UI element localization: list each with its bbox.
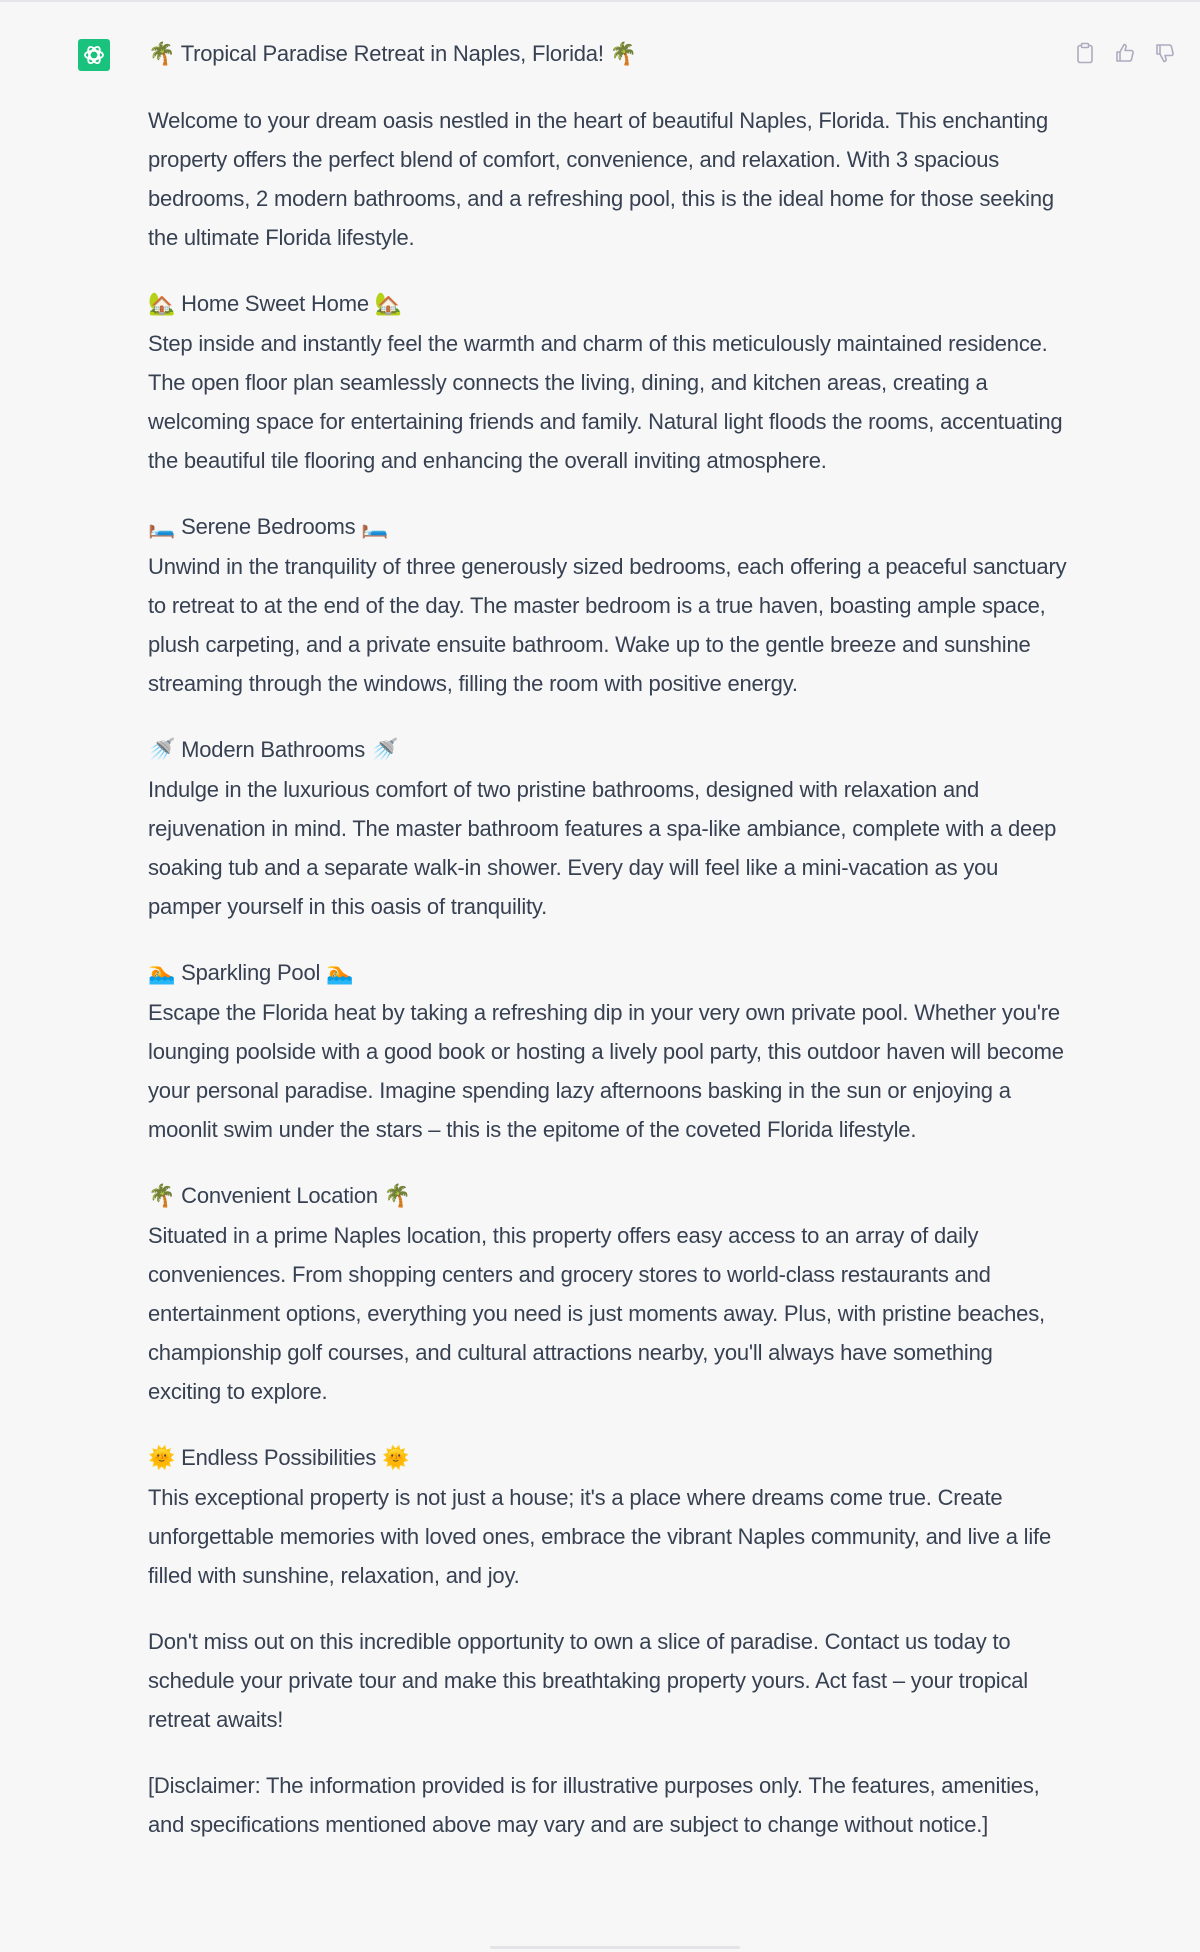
section-serene-bedrooms bbox=[148, 507, 1068, 703]
assistant-avatar bbox=[73, 34, 115, 76]
swimmer-icon: 🏊 bbox=[148, 961, 176, 986]
section-endless-possibilities bbox=[148, 1438, 1068, 1595]
copy-button[interactable] bbox=[1072, 40, 1098, 66]
section-modern-bathrooms bbox=[148, 730, 1068, 926]
shower-icon: 🚿 bbox=[148, 738, 176, 763]
intro-paragraph: Welcome to your dream oasis nestled in the heart of beautiful Naples, Florida. This enchanting property offers the perfect blend of comfort, convenience, and relaxation. With 3 spacious bedrooms, 2 modern bathrooms, and a refreshing pool, this is the ideal home for those seeking the ultimate Florida lifestyle. bbox=[148, 108, 1054, 250]
palm-tree-icon: 🌴 bbox=[609, 42, 637, 67]
house-icon: 🏡 bbox=[148, 292, 176, 317]
thumbs-down-button[interactable] bbox=[1152, 40, 1178, 66]
section-heading bbox=[148, 284, 1068, 324]
message-actions bbox=[1072, 40, 1178, 66]
openai-logo-icon bbox=[78, 39, 110, 71]
section-body: Unwind in the tranquility of three generously sized bedrooms, each offering a peaceful sanctuary to retreat to at the end of the day. The master bedroom is a true haven, boasting ample space, plush carpeting, and a private ensuite bathroom. Wake up to the gentle breeze and sunshine streaming through the windows, filling the room with positive energy. bbox=[148, 554, 1067, 696]
section-heading bbox=[148, 507, 1068, 547]
palm-tree-icon: 🌴 bbox=[383, 1184, 412, 1209]
swimmer-icon: 🏊 bbox=[326, 961, 354, 986]
section-body: Indulge in the luxurious comfort of two pristine bathrooms, designed with relaxation and rejuvenation in mind. The master bathroom features a spa-like ambiance, complete with a deep soaking tub and a separate walk-in shower. Every day will feel like a mini-vacation as you pamper yourself in this oasis of tranquility. bbox=[148, 777, 1057, 919]
house-icon: 🏡 bbox=[374, 292, 402, 317]
title-text: Tropical Paradise Retreat in Naples, Florida! bbox=[180, 41, 604, 66]
section-heading bbox=[148, 1176, 1068, 1216]
thumbs-down-icon bbox=[1154, 42, 1176, 64]
section-body: This exceptional property is not just a house; it's a place where dreams come true. Create unforgettable memories with loved ones, embrace the vibrant Naples community, and live a life filled with sunshine, relaxation, and joy. bbox=[148, 1485, 1052, 1588]
scroll-indicator bbox=[490, 1946, 740, 1949]
assistant-message bbox=[148, 34, 1068, 1871]
bed-icon: 🛏️ bbox=[361, 515, 389, 540]
section-body: Situated in a prime Naples location, this property offers easy access to an array of daily conveniences. From shopping centers and grocery stores to world-class restaurants and entertainment options, everything you need is just moments away. Plus, with pristine beaches, championship golf courses, and cultural attractions nearby, you'll always have something exciting to explore. bbox=[148, 1223, 1045, 1404]
sun-face-icon: 🌞 bbox=[148, 1446, 176, 1471]
section-convenient-location bbox=[148, 1176, 1068, 1411]
section-heading-text: Serene Bedrooms bbox=[181, 514, 356, 539]
section-heading-text: Endless Possibilities bbox=[181, 1445, 377, 1470]
shower-icon: 🚿 bbox=[370, 738, 399, 763]
section-heading-text: Modern Bathrooms bbox=[181, 737, 366, 762]
palm-tree-icon: 🌴 bbox=[148, 1184, 176, 1209]
closing-paragraph: Don't miss out on this incredible opportunity to own a slice of paradise. Contact us today to schedule your private tour and make this breathtaking property yours. Act fast – your tropical retreat awaits! bbox=[148, 1629, 1028, 1732]
section-heading-text: Sparkling Pool bbox=[181, 960, 321, 985]
clipboard-icon bbox=[1075, 42, 1095, 64]
section-heading bbox=[148, 1438, 1068, 1478]
section-heading-text: Home Sweet Home bbox=[181, 291, 369, 316]
thumbs-up-button[interactable] bbox=[1112, 40, 1138, 66]
section-body: Step inside and instantly feel the warmth and charm of this meticulously maintained residence. The open floor plan seamlessly connects the living, dining, and kitchen areas, creating a welcoming space for entertaining friends and family. Natural light floods the rooms, accentuating the beautiful tile flooring and enhancing the overall inviting atmosphere. bbox=[148, 331, 1063, 473]
palm-tree-icon: 🌴 bbox=[148, 42, 176, 67]
section-body: Escape the Florida heat by taking a refreshing dip in your very own private pool. Whether you're lounging poolside with a good book or hosting a lively pool party, this outdoor haven will become your personal paradise. Imagine spending lazy afternoons basking in the sun or enjoying a moonlit swim under the stars – this is the epitome of the coveted Florida lifestyle. bbox=[148, 1000, 1064, 1142]
section-home-sweet-home bbox=[148, 284, 1068, 480]
thumbs-up-icon bbox=[1114, 42, 1136, 64]
section-heading bbox=[148, 953, 1068, 993]
message-title bbox=[148, 34, 1068, 74]
bed-icon: 🛏️ bbox=[148, 515, 176, 540]
section-heading bbox=[148, 730, 1068, 770]
section-heading-text: Convenient Location bbox=[181, 1183, 378, 1208]
sun-face-icon: 🌞 bbox=[382, 1446, 410, 1471]
top-divider bbox=[0, 0, 1200, 2]
disclaimer-paragraph: [Disclaimer: The information provided is for illustrative purposes only. The features, amenities, and specifications mentioned above may vary and are subject to change without notice.] bbox=[148, 1773, 1040, 1837]
section-sparkling-pool bbox=[148, 953, 1068, 1149]
